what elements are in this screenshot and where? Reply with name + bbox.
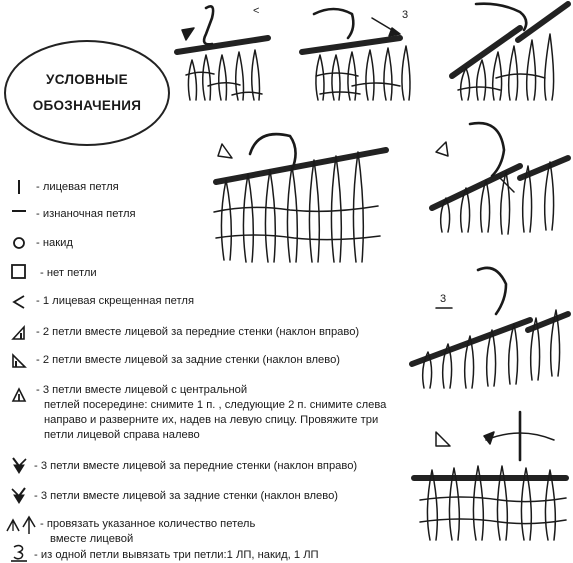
title-line-1: УСЛОВНЫЕ (46, 72, 128, 87)
legend-text: - 2 петли вместе лицевой за задние стенки (наклон влево) (36, 354, 341, 366)
legend-text: - 2 петли вместе лицевой за передние стенки (наклон вправо) (36, 326, 360, 338)
one-into-three-icon (8, 543, 30, 563)
legend-text: - 1 лицевая скрещенная петля (36, 295, 195, 307)
yarn-over-icon (10, 234, 28, 252)
twisted-knit-icon (10, 293, 28, 311)
title-line-2: ОБОЗНАЧЕНИЯ (32, 98, 142, 113)
legend-text: - лицевая петля (36, 181, 119, 193)
no-stitch-icon (10, 263, 28, 281)
legend-text-line: - 3 петли вместе лицевой с центральной (36, 384, 248, 396)
legend-text: - изнаночная петля (36, 208, 136, 220)
k3tog-front-icon (8, 456, 30, 476)
illustration-mark: 3 (440, 293, 447, 305)
legend-text: - 3 петли вместе лицевой за передние стенки (наклон вправо) (34, 460, 358, 472)
illustration-mark: 3 (402, 9, 409, 21)
legend-text-line: петли лицевой справа налево (44, 429, 200, 441)
knit-stitch-icon (14, 178, 24, 196)
k2tog-front-icon (10, 324, 28, 342)
legend-text: - из одной петли вывязать три петли:1 ЛП, накид, 1 ЛП (34, 549, 319, 561)
knit-together-count-icon (4, 514, 38, 536)
legend-text-line: направо и разверните их, надев на левую спицу. Провяжите три (44, 414, 379, 426)
legend-text-line: петлей посередине: снимите 1 п. , следующие 2 п. снимите слева (44, 399, 387, 411)
legend-text-line: вместе лицевой (50, 533, 134, 545)
k2tog-back-icon (10, 352, 28, 370)
legend-text-line: - провязать указанное количество петель (40, 518, 256, 530)
purl-stitch-icon (10, 206, 28, 216)
legend-text: - накид (36, 237, 73, 249)
legend-text: - 3 петли вместе лицевой за задние стенки (наклон влево) (34, 490, 339, 502)
illustration-mark: < (253, 5, 260, 17)
k3tog-central-icon (10, 386, 28, 404)
legend-text: - нет петли (40, 267, 97, 279)
k3tog-back-icon (8, 486, 30, 506)
